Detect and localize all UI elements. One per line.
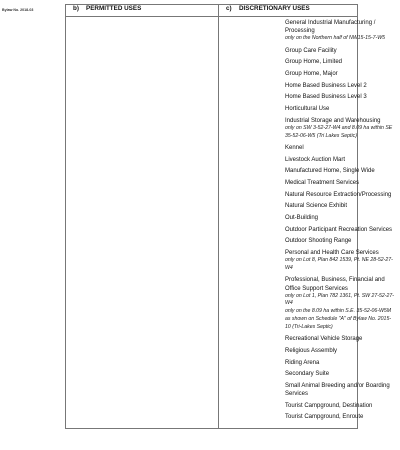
permitted-uses-title: PERMITTED USES (86, 5, 142, 12)
discretionary-use-item (285, 382, 390, 398)
use-name: Out-Building (285, 215, 319, 222)
use-condition-note: only on Lot 8, Plan 842 1539, Pt. NE 28-52-27- (285, 257, 393, 264)
use-name: Recreational Vehicle Storage (285, 336, 363, 343)
table-body-row (66, 17, 358, 429)
discretionary-uses-header (219, 5, 358, 17)
discretionary-use-item (285, 226, 393, 234)
permitted-uses-header (66, 5, 219, 17)
use-name: Home Based Business Level 2 (285, 82, 367, 89)
discretionary-use-item (285, 19, 386, 43)
use-name: Small Animal Breeding and/or Boarding (285, 382, 390, 389)
discretionary-use-item (285, 167, 375, 175)
use-name: Secondary Suite (285, 371, 330, 378)
use-name: Outdoor Participant Recreation Services (285, 226, 393, 233)
use-name: Religious Assembly (285, 347, 338, 354)
discretionary-use-item (285, 93, 367, 101)
use-name: Industrial Storage and Warehousing (285, 117, 381, 124)
use-name: Natural Science Exhibit (285, 203, 348, 210)
use-name: Riding Arena (285, 359, 320, 366)
discretionary-use-item (285, 276, 395, 331)
use-condition-note: only on the Northern half of NW15-15-7-W5 (285, 35, 386, 42)
discretionary-use-item (285, 70, 353, 78)
use-name: Home Based Business Level 3 (285, 94, 367, 101)
use-name: Tourist Campground, Enroute (285, 414, 364, 421)
discretionary-use-item (285, 179, 360, 187)
use-name: Office Support Services (285, 285, 348, 292)
permitted-uses-letter: b) (73, 5, 79, 12)
use-condition-note: W4 (285, 265, 293, 272)
use-condition-note: W4 (285, 300, 293, 307)
use-name: Group Care Facility (285, 47, 337, 54)
bylaw-reference: Bylaw No. 2018-03 (2, 8, 34, 12)
permitted-uses-cell (66, 17, 219, 429)
land-use-table (65, 4, 395, 429)
use-condition-note: 35-52-06-W5 (Tri Lakes Septic) (285, 132, 357, 139)
use-name: General Industrial Manufacturing / (285, 20, 376, 26)
use-condition-note: only on the 8.09 ha within S.E. 35-52-06-W5M (285, 308, 392, 315)
use-name: Manufactured Home, Single Wide (285, 168, 375, 175)
use-condition-note: as shown on Schedule "A" of Bylaw No. 2015- (285, 316, 392, 323)
discretionary-use-item (285, 156, 353, 164)
discretionary-use-item (285, 359, 353, 367)
use-name: Group Home, Limited (285, 59, 343, 66)
discretionary-use-item (285, 144, 353, 152)
use-name: Kennel (285, 144, 304, 151)
use-name: Livestock Auction Mart (285, 156, 346, 163)
discretionary-use-item (285, 82, 367, 90)
use-name: Tourist Campground, Destination (285, 402, 373, 409)
discretionary-use-item (285, 402, 373, 410)
discretionary-use-item (285, 47, 353, 55)
discretionary-use-item (285, 413, 364, 421)
discretionary-uses-letter: c) (226, 5, 232, 12)
use-condition-note: only on SW 3-52-27-W4 and 8.09 ha within SE (285, 124, 393, 131)
use-name: Services (285, 391, 309, 398)
discretionary-use-item (285, 117, 393, 141)
discretionary-uses-list (219, 17, 395, 428)
table-header-row (66, 5, 358, 17)
discretionary-use-item (285, 249, 393, 273)
use-condition-note: 10 (Tri-Lakes Septic) (285, 323, 333, 330)
use-name: Group Home, Major (285, 70, 338, 77)
discretionary-use-item (285, 214, 353, 222)
use-name: Natural Resource Extraction/Processing (285, 191, 392, 198)
discretionary-uses-title: DISCRETIONARY USES (239, 5, 310, 12)
use-name: Personal and Health Care Services (285, 250, 379, 257)
discretionary-use-item (285, 370, 353, 378)
discretionary-use-item (285, 105, 353, 113)
use-condition-note: only on Lot 1, Plan 782 1361, Pt. SW 27-52-27- (285, 292, 395, 299)
discretionary-use-item (285, 191, 392, 199)
discretionary-use-item (285, 58, 353, 66)
use-name: Processing (285, 28, 315, 35)
discretionary-use-item (285, 202, 353, 210)
discretionary-use-item (285, 335, 363, 343)
discretionary-uses-cell (219, 17, 395, 429)
use-name: Professional, Business, Financial and (285, 277, 385, 284)
use-name: Outdoor Shooting Range (285, 238, 352, 245)
use-name: Horticultural Use (285, 106, 330, 113)
discretionary-use-item (285, 237, 353, 245)
discretionary-use-item (285, 347, 353, 355)
use-name: Medical Treatment Services (285, 180, 360, 187)
